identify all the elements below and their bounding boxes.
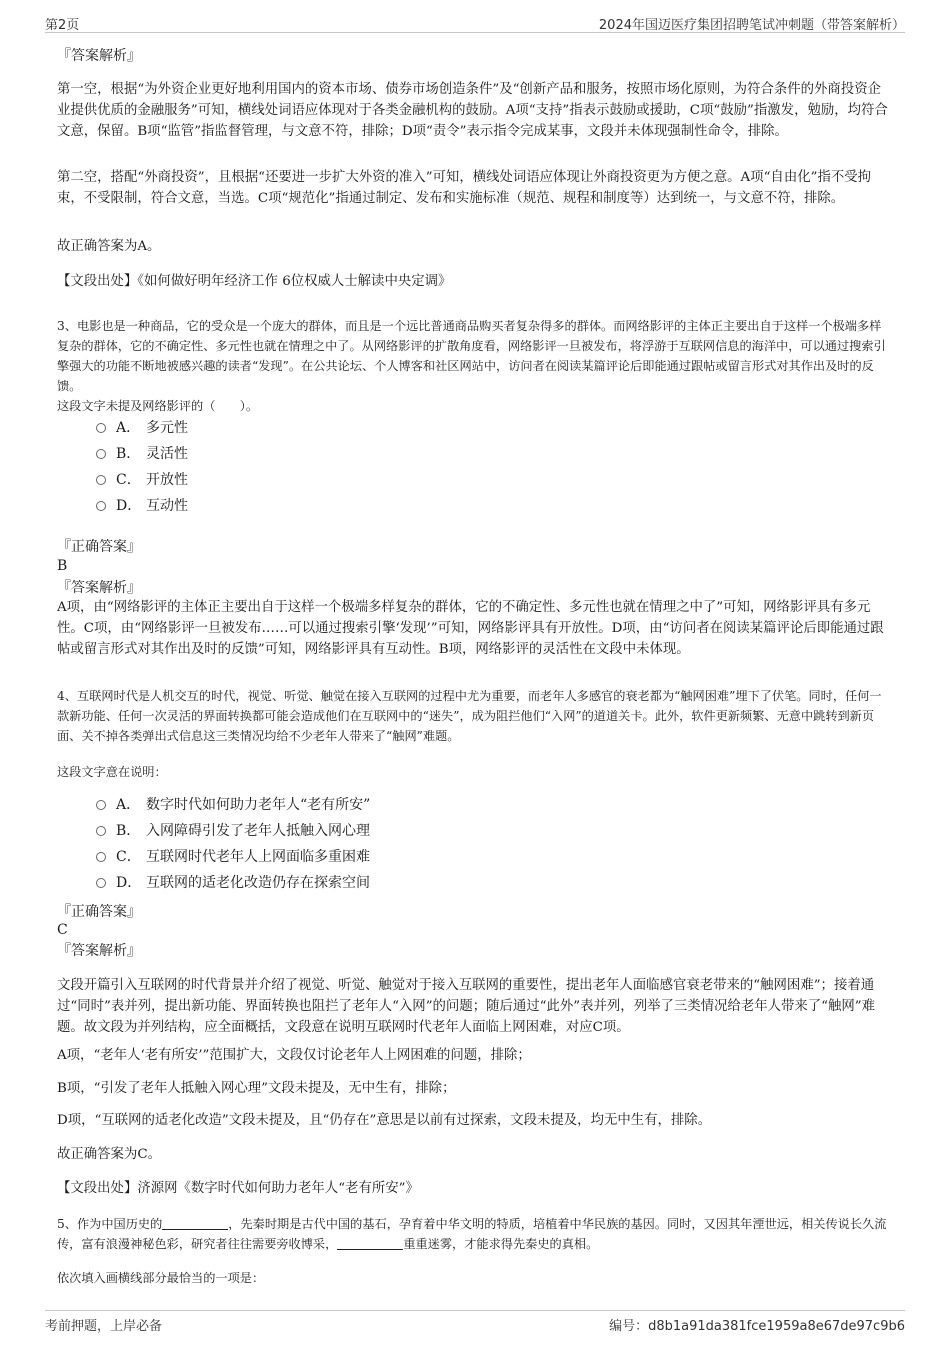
radio-icon[interactable] <box>96 449 106 459</box>
q3-option-d[interactable]: D． 互动性 <box>96 496 188 516</box>
radio-icon[interactable] <box>96 800 106 810</box>
page-footer <box>45 1310 905 1335</box>
q4-option-a[interactable]: A． 数字时代如何助力老年人“老有所安” <box>96 795 370 815</box>
q3-option-c[interactable]: C． 开放性 <box>96 470 188 490</box>
q4-answer: C <box>57 922 68 938</box>
page-number: 第2页 <box>45 18 80 33</box>
q5-question: 依次填入画横线部分最恰当的一项是： <box>57 1271 265 1285</box>
q4-source: 【文段出处】济源网《数字时代如何助力老年人“老有所安”》 <box>57 1181 419 1196</box>
q3-stem: 3、电影也是一种商品，它的受众是一个庞大的群体，而且是一个远比普通商品购买者复杂得多的群体。而网络影评的主体正主要出自于这样一个极端多样复杂的群体，它的不确定性、多元性也就在情理之中了。从网络影评的扩散角度看，网络影评一旦被发布，将浮游于互联网信息的海洋中，可以通过搜索引擎强大的功能不断地被感兴趣的读者“发现”。在公共论坛、个人博客和社区网站中，访问者在阅读某篇评论后即能通过跟帖或留言形式对其作出及时的反馈。 <box>57 319 886 393</box>
q3-analysis: A项，由“网络影评的主体正主要出自于这样一个极端多样复杂的群体，它的不确定性、多元性也就在情理之中了”可知，网络影评具有多元性。C项，由“网络影评一旦被发布……可以通过搜索引擎‘发现’”可知，网络影评具有开放性。D项，由“访问者在阅读某篇评论后即能通过跟帖或留言形式对其作出及时的反馈”可知，网络影评具有互动性。B项，网络影评的灵活性在文段中未体现。 <box>57 600 884 657</box>
q3-answer: B <box>57 558 68 574</box>
q4-option-d[interactable]: D． 互联网的适老化改造仍存在探索空间 <box>96 873 370 893</box>
q2-analysis-paragraph-2: 第二空，搭配“外商投资”，且根据“还要进一步扩大外资的准入”可知，横线处词语应体现让外商投资更为方便之意。A项“自由化”指不受拘束，不受限制，符合文意，当选。C项“规范化”指通过制定、发布和实施标准（规范、规程和制度等）达到统一，与文意不符，排除。 <box>57 170 872 206</box>
radio-icon[interactable] <box>96 475 106 485</box>
q3-analysis-label: 『答案解析』 <box>57 580 141 596</box>
q4-analysis-paragraph-1: 文段开篇引入互联网的时代背景并介绍了视觉、听觉、触觉对于接入互联网的重要性，提出老年人面临感官衰老带来的“触网困难”；接着通过“同时”表并列，提出新功能、界面转换也阻拦了老年人“入网”的问题；随后通过“此外”表并列，列举了三类情况给老年人带来了“触网”难题。故文段为并列结构，应全面概括，文段意在说明互联网时代老年人面临上网困难，对应C项。 <box>57 978 876 1035</box>
radio-icon[interactable] <box>96 501 106 511</box>
q4-analysis-label: 『答案解析』 <box>57 943 141 959</box>
q3-question: 这段文字未提及网络影评的（ ）。 <box>57 399 259 413</box>
document-id: 编号：d8b1a91da381fce1959a8e67de97c9b6 <box>609 1319 905 1334</box>
q3-option-b[interactable]: B． 灵活性 <box>96 444 188 464</box>
q2-analysis-label: 『答案解析』 <box>57 48 141 64</box>
q4-correct-label: 『正确答案』 <box>57 904 141 920</box>
q4-option-c[interactable]: C． 互联网时代老年人上网面临多重困难 <box>96 847 370 867</box>
radio-icon[interactable] <box>96 423 106 433</box>
footer-slogan: 考前押题，上岸必备 <box>45 1319 163 1334</box>
q4-analysis-option-d: D项，“互联网的适老化改造”文段未提及，且“仍存在”意思是以前有过探索，文段未提及，均无中生有，排除。 <box>57 1113 712 1128</box>
q4-option-b[interactable]: B． 入网障碍引发了老年人抵触入网心理 <box>96 821 370 841</box>
q2-source: 【文段出处】《如何做好明年经济工作 6位权威人士解读中央定调》 <box>57 274 452 289</box>
fill-blank-1 <box>162 1217 228 1230</box>
q4-conclusion: 故正确答案为C。 <box>57 1147 161 1162</box>
q4-question: 这段文字意在说明： <box>57 765 167 779</box>
q2-analysis-paragraph-1: 第一空，根据“为外资企业更好地利用国内的资本市场、债券市场创造条件”及“创新产品和服务，按照市场化原则，为符合条件的外商投资企业提供优质的金融服务”可知，横线处词语应体现对于各类金融机构的鼓励。A项“支持”指表示鼓励或援助，C项“鼓励”指激发，勉励，均符合文意，保留。B项“监管”指监督管理，与文意不符，排除；D项“责令”表示指令完成某事，文段并未体现强制性命令，排除。 <box>57 82 888 139</box>
radio-icon[interactable] <box>96 852 106 862</box>
q2-conclusion: 故正确答案为A。 <box>57 239 161 254</box>
q5-stem: 5、作为中国历史的 ，先秦时期是古代中国的基石，孕育着中华文明的特质，培植着中华民族的基因。同时，又因其年湮世远，相关传说长久流传，富有浪漫神秘色彩，研究者往往需要旁收博采， 重重迷雾，才能求得先秦史的真相。 <box>57 1217 887 1251</box>
document-title: 2024年国迈医疗集团招聘笔试冲刺题（带答案解析） <box>598 18 905 33</box>
page-header <box>45 12 905 33</box>
q3-correct-label: 『正确答案』 <box>57 539 141 555</box>
q4-analysis-option-a: A项，“老年人‘老有所安’”范围扩大，文段仅讨论老年人上网困难的问题，排除； <box>57 1048 531 1063</box>
q4-stem: 4、互联网时代是人机交互的时代，视觉、听觉、触觉在接入互联网的过程中尤为重要，而老年人多感官的衰老都为“触网困难”埋下了伏笔。同时，任何一款新功能、任何一次灵活的界面转换都可能会造成他们在互联网中的“迷失”，成为阻拦他们“入网”的道道关卡。此外，软件更新频繁、无意中跳转到新页面、关不掉各类弹出式信息这三类情况均给不少老年人带来了“触网”难题。 <box>57 689 882 743</box>
fill-blank-2 <box>337 1237 403 1250</box>
q3-option-a[interactable]: A． 多元性 <box>96 418 188 438</box>
radio-icon[interactable] <box>96 878 106 888</box>
q4-analysis-option-b: B项，“引发了老年人抵触入网心理”文段未提及，无中生有，排除； <box>57 1081 456 1096</box>
radio-icon[interactable] <box>96 826 106 836</box>
